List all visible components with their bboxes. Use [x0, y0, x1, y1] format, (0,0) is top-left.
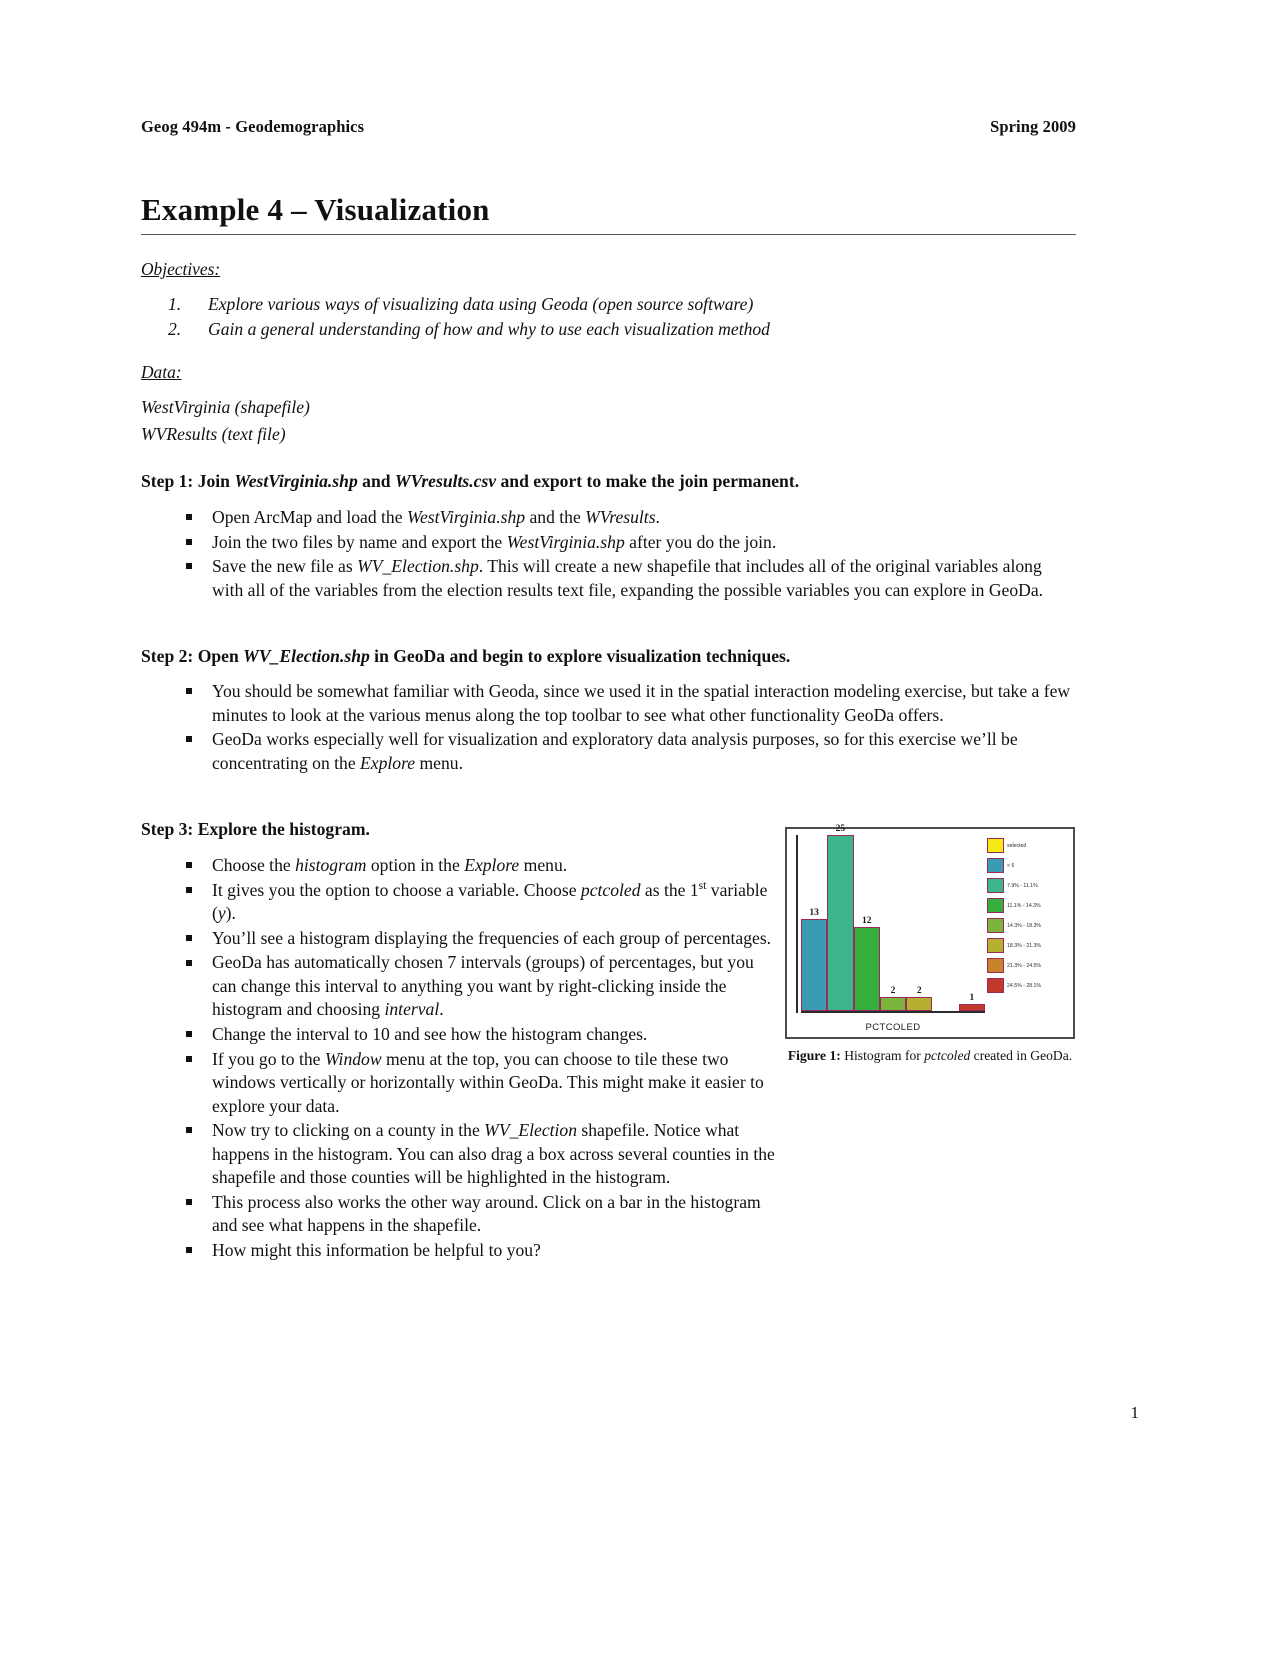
bullet-text [212, 1192, 761, 1236]
bullet-item [180, 1048, 780, 1119]
course-title: Geog 494m - Geodemographics [141, 117, 365, 136]
text-run: Histogram for [840, 1048, 925, 1063]
text-run: menu. [519, 855, 568, 875]
data-label: Data: [141, 362, 182, 382]
bar-value-label: 25 [835, 824, 846, 834]
legend-swatch [987, 978, 1004, 993]
histogram-bar-cell[interactable] [880, 835, 906, 1011]
legend-entry[interactable] [987, 917, 1067, 934]
text-run: . [439, 999, 444, 1020]
square-bullet-icon [186, 1247, 192, 1253]
text-run: WVresults [585, 507, 656, 527]
square-bullet-icon [186, 960, 192, 966]
running-head [141, 117, 1076, 137]
histogram-bar-cell[interactable] [854, 835, 880, 1011]
text-run: menu. [415, 752, 463, 773]
bullet-item [180, 1119, 780, 1190]
square-bullet-icon [186, 688, 192, 694]
text-run: You should be somewhat familiar with Geoda, since we used it in the spatial interaction modeling exercise, but take a few minutes to look at the various menus along the top toolbar to see what other functionality GeoDa offers. [212, 681, 1071, 725]
legend-swatch [987, 898, 1004, 913]
text-run: created in GeoDa. [970, 1048, 1073, 1063]
legend-entry[interactable] [987, 837, 1067, 854]
square-bullet-icon [186, 887, 192, 893]
legend-label: 7.9% - 11.1% [1007, 882, 1038, 889]
text-run: Explore [464, 855, 520, 875]
bullet-item [180, 680, 1075, 727]
histogram-bar-cell[interactable] [906, 835, 932, 1011]
text-run: Change the interval to 10 and see how the histogram changes. [212, 1023, 648, 1044]
legend-entry[interactable] [987, 937, 1067, 954]
text-run: option in the [366, 855, 465, 875]
data-file-shapefile: WestVirginia (shapefile) [141, 397, 310, 417]
text-run: Choose the [212, 855, 296, 875]
histogram-legend [987, 837, 1067, 994]
square-bullet-icon [186, 563, 192, 569]
text-run: WestVirginia.shp [406, 507, 526, 527]
page-title: Example 4 – Visualization [141, 192, 490, 227]
text-run: Explore [360, 752, 416, 773]
y-axis-line [796, 835, 798, 1013]
histogram-bar[interactable] [854, 927, 880, 1011]
objectives-label: Objectives: [141, 259, 221, 279]
text-run: Join [197, 471, 235, 491]
text-run: WestVirginia.shp [234, 471, 358, 491]
step-2-bullet-list [180, 680, 1075, 776]
objective-number: 1. [168, 294, 182, 314]
square-bullet-icon [186, 935, 192, 941]
bar-value-label: 1 [969, 992, 975, 1003]
legend-swatch [987, 918, 1004, 933]
step-number: Step 1: [141, 471, 198, 491]
square-bullet-icon [186, 862, 192, 868]
step-1-bullet-list [180, 506, 1075, 603]
histogram-bar-cell[interactable] [827, 824, 853, 1011]
text-run: If you go to the [212, 1048, 325, 1069]
text-run: as the 1 [640, 879, 699, 900]
bullet-item [180, 531, 1075, 555]
bar-value-label: 12 [861, 915, 872, 926]
histogram-plot-area [801, 824, 985, 1013]
bullet-text [212, 952, 754, 1019]
bullet-item [180, 927, 780, 951]
bar-value-label: 2 [890, 985, 896, 996]
text-run: Open ArcMap and load the [212, 507, 407, 527]
bar-value-label: 13 [809, 908, 819, 919]
objective-item [168, 317, 1073, 342]
bullet-text [212, 729, 1018, 773]
histogram-bar[interactable] [959, 1004, 985, 1011]
square-bullet-icon [186, 514, 192, 520]
legend-entry[interactable] [987, 877, 1067, 894]
text-run: WestVirginia.shp [506, 531, 625, 552]
text-run: How might this information be helpful to you? [212, 1240, 541, 1260]
text-run: Open [197, 646, 244, 666]
bullet-text [212, 556, 1043, 600]
bullet-text [212, 928, 771, 948]
objectives-list [168, 292, 1073, 342]
text-run: WV_Election.shp [357, 556, 479, 577]
step-2-heading [141, 645, 1081, 668]
bullet-text [212, 532, 776, 552]
bullet-text [212, 681, 1070, 725]
legend-label: 18.3% - 21.3% [1007, 942, 1042, 949]
bullet-text [212, 1120, 775, 1187]
text-run: Window [324, 1048, 382, 1069]
text-run: shapefile. Notice what happens in the histogram. You can also drag a box across several counties in the shapefile and those counties will be highlighted in the histogram. [212, 1120, 775, 1188]
objective-item [168, 292, 1073, 317]
legend-label: 11.1% - 14.3% [1007, 902, 1041, 909]
text-run: Explore the histogram. [197, 819, 370, 839]
objective-number: 2. [168, 318, 182, 339]
text-run: in GeoDa and begin to explore visualization techniques. [369, 646, 791, 666]
legend-swatch [987, 958, 1004, 973]
text-run: Figure 1: [787, 1048, 841, 1063]
text-run: and [357, 471, 395, 491]
square-bullet-icon [186, 736, 192, 742]
legend-swatch [987, 858, 1004, 873]
square-bullet-icon [186, 539, 192, 545]
text-run: after you do the join. [624, 531, 777, 552]
bullet-text [212, 855, 567, 875]
term-label: Spring 2009 [990, 117, 1076, 136]
text-run: . This will create a new shapefile that includes all of the original variables along with all of the variables from the election results text file, expanding the possible variables you can explore in GeoDa. [212, 556, 1044, 600]
text-run: WVresults.csv [394, 471, 497, 491]
step-number: Step 2: [141, 646, 198, 666]
bullet-item [180, 879, 780, 926]
bullet-item [180, 1239, 780, 1263]
legend-entry[interactable] [987, 857, 1067, 874]
title-block [141, 192, 1076, 235]
text-run: . [655, 507, 660, 527]
text-run: Join the two files by name and export the [212, 531, 507, 552]
legend-swatch [987, 938, 1004, 953]
title-rule [141, 234, 1076, 235]
text-run: It gives you the option to choose a variable. Choose [212, 879, 581, 900]
text-run: menu at the top, you can choose to tile these two windows vertically or horizontally within GeoDa. This might make it easier to explore your data. [212, 1048, 764, 1116]
bullet-item [180, 1023, 780, 1047]
histogram-bar[interactable] [906, 997, 932, 1011]
text-run: interval [384, 999, 440, 1020]
text-run: y [217, 903, 226, 924]
bar-value-label: 2 [916, 985, 922, 996]
legend-entry[interactable] [987, 897, 1067, 914]
text-run: and the [525, 507, 586, 527]
bullet-item [180, 951, 780, 1022]
x-axis-label: PCTCOLED [865, 1022, 921, 1033]
histogram-bar-cell[interactable] [801, 835, 827, 1011]
legend-label: 21.3% - 24.5% [1007, 962, 1042, 969]
text-run: and export to make the join permanent. [496, 471, 800, 491]
step-number: Step 3: [141, 819, 198, 839]
page-number: 1 [1130, 1403, 1139, 1422]
histogram-bar[interactable] [880, 997, 906, 1011]
square-bullet-icon [186, 1056, 192, 1062]
legend-entry[interactable] [987, 957, 1067, 974]
text-run: variable ( [212, 879, 768, 924]
histogram-bar-cell[interactable] [932, 835, 958, 1011]
step-3-bullet-list [180, 854, 780, 1264]
bullet-text [212, 1240, 541, 1260]
bullet-text [212, 1049, 764, 1116]
square-bullet-icon [186, 1199, 192, 1205]
histogram-window[interactable] [785, 824, 1075, 1039]
text-run: This process also works the other way around. Click on a bar in the histogram and see what happens in the shapefile. [212, 1191, 761, 1236]
histogram-bar-cell[interactable] [959, 835, 985, 1011]
step-1-heading [141, 470, 1081, 493]
text-run: histogram [295, 855, 367, 875]
legend-swatch [987, 878, 1004, 893]
text-run: Save the new file as [212, 556, 358, 577]
square-bullet-icon [186, 1127, 192, 1133]
text-run: GeoDa works especially well for visualization and exploratory data analysis purposes, so for this exercise we’ll be concentrating on the [212, 729, 1018, 773]
text-run: Now try to clicking on a county in the [212, 1120, 485, 1141]
text-run: WV_Election.shp [243, 646, 370, 666]
bullet-item [180, 728, 1075, 775]
legend-label: 14.3% - 18.3% [1007, 922, 1042, 929]
bullet-text [212, 880, 767, 924]
objective-text: Gain a general understanding of how and why to use each visualization method [208, 318, 770, 339]
legend-swatch [987, 838, 1004, 853]
bullet-item [180, 1191, 780, 1238]
text-run: You’ll see a histogram displaying the frequencies of each group of percentages. [212, 927, 772, 948]
figure-caption [780, 1048, 1080, 1065]
histogram-bar[interactable] [801, 919, 827, 1011]
histogram-bar[interactable] [827, 835, 853, 1011]
data-file-textfile: WVResults (text file) [141, 424, 286, 444]
figure-1 [785, 824, 1075, 1065]
text-run: ). [225, 903, 236, 924]
legend-label: 24.5% - 28.1% [1007, 982, 1042, 989]
text-run: st [698, 878, 707, 892]
bullet-item [180, 555, 1075, 602]
text-run: pctcoled [924, 1048, 971, 1063]
histogram-bars [801, 824, 985, 1013]
legend-entry[interactable] [987, 977, 1067, 994]
bullet-item [180, 854, 780, 878]
objective-text: Explore various ways of visualizing data using Geoda (open source software) [208, 294, 754, 314]
bullet-text [212, 1024, 647, 1044]
text-run: GeoDa has automatically chosen 7 intervals (groups) of percentages, but you can change this interval to anything you want by right-clicking inside the histogram and choosing [212, 952, 754, 1020]
text-run: WV_Election [484, 1120, 577, 1141]
square-bullet-icon [186, 1031, 192, 1037]
bullet-text [212, 507, 660, 527]
text-run: pctcoled [580, 879, 641, 900]
bullet-item [180, 506, 1075, 530]
legend-label: < 6 [1007, 862, 1015, 869]
legend-label: selected [1007, 842, 1027, 849]
